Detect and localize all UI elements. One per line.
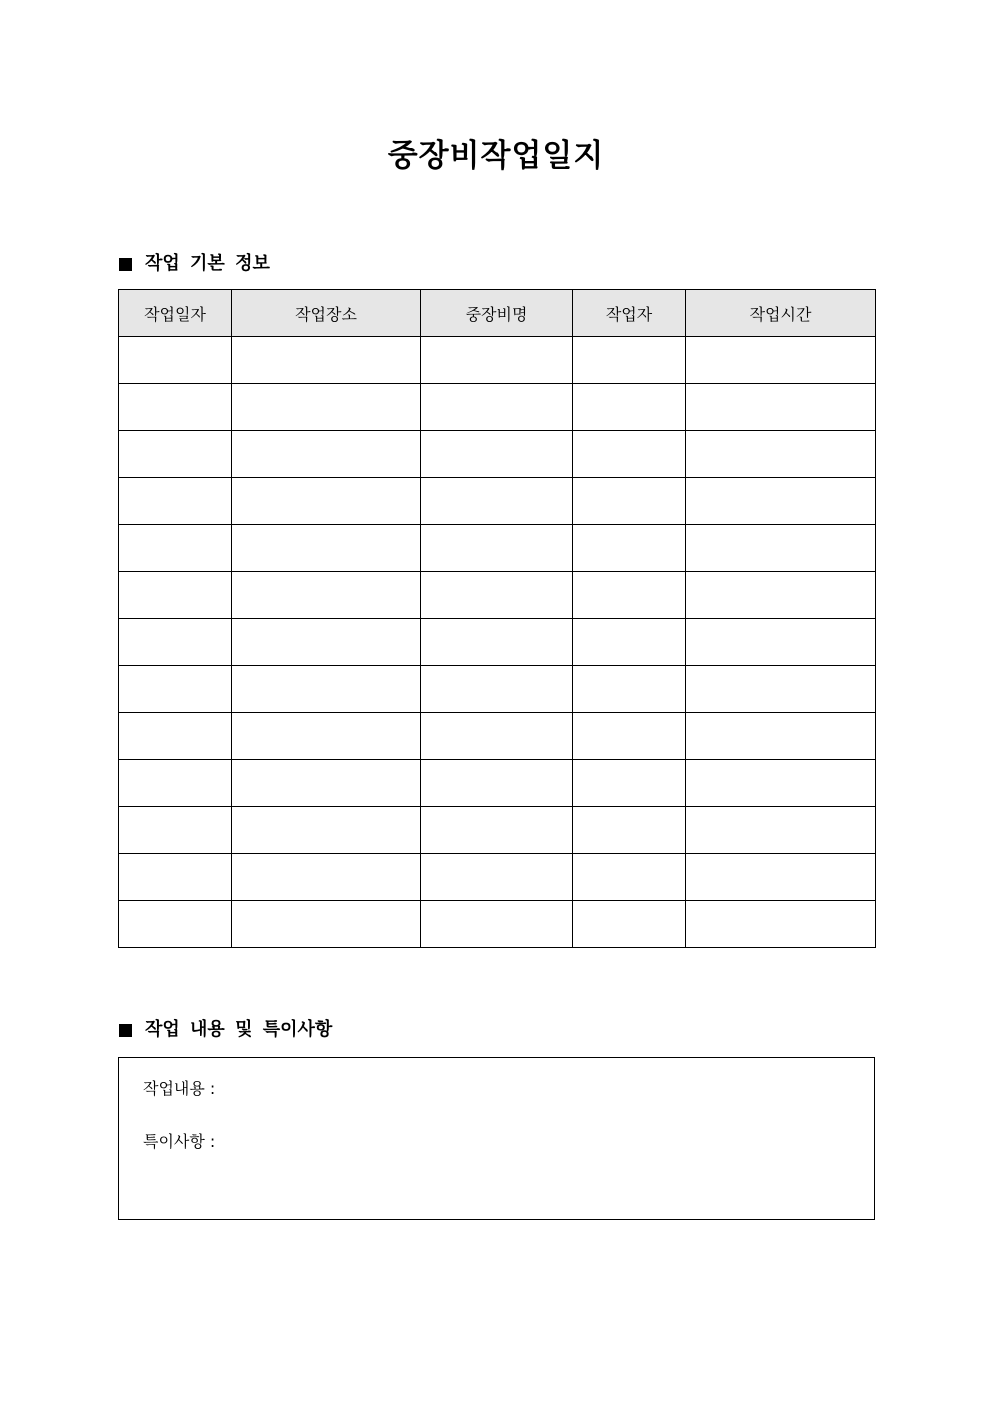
equipment-name-cell[interactable] [421, 572, 573, 619]
worker-cell[interactable] [573, 525, 686, 572]
page-title: 중장비작업일지 [387, 138, 605, 174]
worker-cell[interactable] [573, 337, 686, 384]
work-location-cell[interactable] [232, 666, 421, 713]
table-body [119, 337, 876, 948]
equipment-name-cell[interactable] [421, 713, 573, 760]
table-row [119, 619, 876, 666]
work-time-cell[interactable] [686, 713, 876, 760]
work-location-cell[interactable] [232, 807, 421, 854]
section-heading-label: 작업 내용 및 특이사항 [145, 1019, 333, 1040]
work-date-cell[interactable] [119, 337, 232, 384]
equipment-name-cell[interactable] [421, 337, 573, 384]
work-date-cell[interactable] [119, 854, 232, 901]
work-time-cell[interactable] [686, 384, 876, 431]
table-row [119, 807, 876, 854]
column-header-work-time: 작업시간 [686, 290, 876, 337]
work-location-cell[interactable] [232, 901, 421, 948]
work-date-cell[interactable] [119, 572, 232, 619]
work-location-cell[interactable] [232, 854, 421, 901]
worker-cell[interactable] [573, 807, 686, 854]
table-row [119, 384, 876, 431]
work-location-cell[interactable] [232, 525, 421, 572]
work-time-cell[interactable] [686, 854, 876, 901]
work-time-cell[interactable] [686, 760, 876, 807]
worker-cell[interactable] [573, 478, 686, 525]
work-date-cell[interactable] [119, 384, 232, 431]
work-location-cell[interactable] [232, 337, 421, 384]
worker-cell[interactable] [573, 431, 686, 478]
work-location-cell[interactable] [232, 713, 421, 760]
work-date-cell[interactable] [119, 901, 232, 948]
section-heading-label: 작업 기본 정보 [145, 253, 270, 274]
table-row [119, 901, 876, 948]
work-time-cell[interactable] [686, 666, 876, 713]
table-header-row [119, 290, 876, 337]
equipment-name-cell[interactable] [421, 384, 573, 431]
work-date-cell[interactable] [119, 807, 232, 854]
table-row [119, 478, 876, 525]
equipment-name-cell[interactable] [421, 854, 573, 901]
worker-cell[interactable] [573, 572, 686, 619]
column-header-work-date: 작업일자 [119, 290, 232, 337]
work-basic-info-table [118, 289, 876, 948]
work-content-label: 작업내용 : [143, 1079, 216, 1098]
table-row [119, 666, 876, 713]
work-time-cell[interactable] [686, 525, 876, 572]
table-row [119, 431, 876, 478]
equipment-name-cell[interactable] [421, 619, 573, 666]
table-row [119, 713, 876, 760]
work-time-cell[interactable] [686, 337, 876, 384]
worker-cell[interactable] [573, 666, 686, 713]
work-location-cell[interactable] [232, 760, 421, 807]
work-date-cell[interactable] [119, 713, 232, 760]
work-date-cell[interactable] [119, 619, 232, 666]
worker-cell[interactable] [573, 384, 686, 431]
work-time-cell[interactable] [686, 807, 876, 854]
work-date-cell[interactable] [119, 525, 232, 572]
square-bullet-icon [119, 258, 132, 271]
work-location-cell[interactable] [232, 431, 421, 478]
worker-cell[interactable] [573, 901, 686, 948]
special-notes-label: 특이사항 : [143, 1132, 216, 1151]
column-header-equipment-name: 중장비명 [421, 290, 573, 337]
work-notes-box[interactable] [118, 1057, 875, 1220]
equipment-name-cell[interactable] [421, 807, 573, 854]
work-location-cell[interactable] [232, 478, 421, 525]
work-time-cell[interactable] [686, 901, 876, 948]
table-row [119, 337, 876, 384]
equipment-name-cell[interactable] [421, 901, 573, 948]
work-date-cell[interactable] [119, 478, 232, 525]
column-header-work-location: 작업장소 [232, 290, 421, 337]
work-time-cell[interactable] [686, 619, 876, 666]
work-time-cell[interactable] [686, 478, 876, 525]
table-row [119, 854, 876, 901]
work-date-cell[interactable] [119, 431, 232, 478]
equipment-name-cell[interactable] [421, 666, 573, 713]
equipment-name-cell[interactable] [421, 525, 573, 572]
work-location-cell[interactable] [232, 619, 421, 666]
table-row [119, 525, 876, 572]
column-header-worker: 작업자 [573, 290, 686, 337]
worker-cell[interactable] [573, 713, 686, 760]
table-row [119, 760, 876, 807]
work-location-cell[interactable] [232, 384, 421, 431]
section-heading-basic-info [119, 252, 270, 276]
equipment-name-cell[interactable] [421, 760, 573, 807]
square-bullet-icon [119, 1024, 132, 1037]
worker-cell[interactable] [573, 619, 686, 666]
equipment-name-cell[interactable] [421, 478, 573, 525]
section-heading-work-notes [119, 1018, 332, 1042]
work-location-cell[interactable] [232, 572, 421, 619]
worker-cell[interactable] [573, 760, 686, 807]
work-time-cell[interactable] [686, 431, 876, 478]
table-row [119, 572, 876, 619]
work-time-cell[interactable] [686, 572, 876, 619]
equipment-name-cell[interactable] [421, 431, 573, 478]
work-date-cell[interactable] [119, 760, 232, 807]
worker-cell[interactable] [573, 854, 686, 901]
work-date-cell[interactable] [119, 666, 232, 713]
